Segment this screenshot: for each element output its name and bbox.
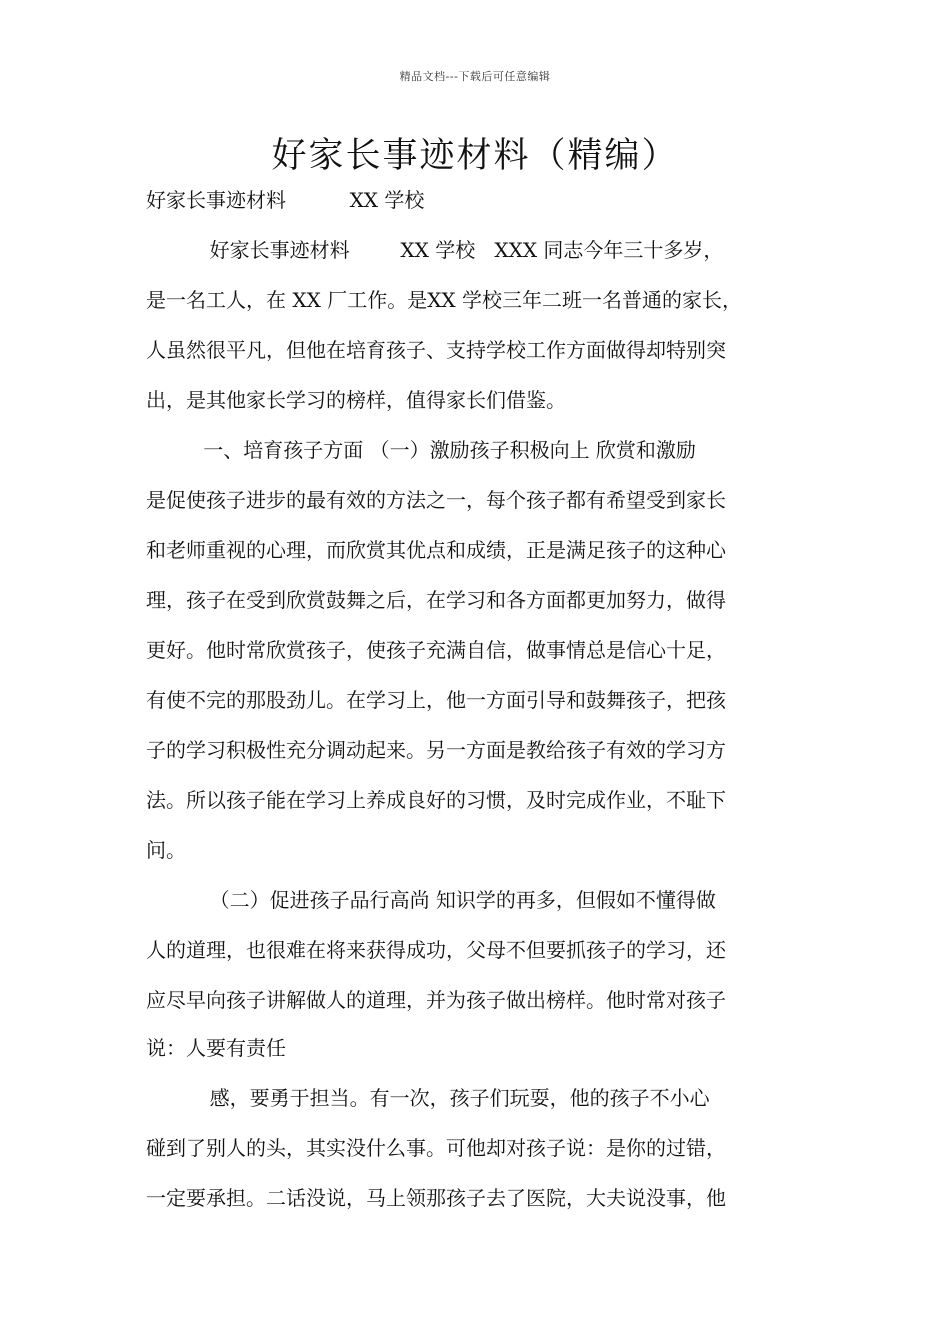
body-line: 出，是其他家长学习的榜样，值得家长们借鉴。 xyxy=(146,388,566,412)
body-line: 人的道理，也很难在将来获得成功，父母不但要抓孩子的学习，还 xyxy=(146,938,726,962)
body-line: 理，孩子在受到欣赏鼓舞之后，在学习和各方面都更加努力，做得 xyxy=(146,588,726,612)
body-line: 碰到了别人的头，其实没什么事。可他却对孩子说：是你的过错， xyxy=(146,1136,726,1160)
body-line: （二）促进孩子品行高尚 知识学的再多，但假如不懂得做 xyxy=(146,888,716,912)
body-line: 一定要承担。二话没说，马上领那孩子去了医院，大夫说没事，他 xyxy=(146,1186,726,1210)
body-line: 法。所以孩子能在学习上养成良好的习惯，及时完成作业，不耻下 xyxy=(146,788,726,812)
body-line: 问。 xyxy=(146,838,186,862)
body-line: 人虽然很平凡，但他在培育孩子、支持学校工作方面做得却特别突 xyxy=(146,338,726,362)
body-line: 感，要勇于担当。有一次，孩子们玩耍，他的孩子不小心 xyxy=(146,1086,710,1110)
header-note: 精品文档---下载后可任意编辑 xyxy=(399,70,551,83)
page-title: 好家长事迹材料（精编） xyxy=(271,136,679,176)
body-line: 一、培育孩子方面 （一）激励孩子积极向上 欣赏和激励 xyxy=(146,438,696,462)
body-line: 有使不完的那股劲儿。在学习上，他一方面引导和鼓舞孩子，把孩 xyxy=(146,688,726,712)
body-line: 是一名工人，在 XX 厂工作。是XX 学校三年二班一名普通的家长， xyxy=(146,288,743,312)
body-line: 更好。他时常欣赏孩子，使孩子充满自信，做事情总是信心十足， xyxy=(146,638,726,662)
body-line: 是促使孩子进步的最有效的方法之一，每个孩子都有希望受到家长 xyxy=(146,488,726,512)
body-line: 应尽早向孩子讲解做人的道理，并为孩子做出榜样。他时常对孩子 xyxy=(146,988,726,1012)
body-line: 好家长事迹材料 XX 学校 XXX 同志今年三十多岁， xyxy=(146,238,724,262)
body-line: 子的学习积极性充分调动起来。另一方面是教给孩子有效的学习方 xyxy=(146,738,726,762)
body-line: 和老师重视的心理，而欣赏其优点和成绩，正是满足孩子的这种心 xyxy=(146,538,726,562)
body-line: 说：人要有责任 xyxy=(146,1036,286,1060)
subtitle-line: 好家长事迹材料 XX 学校 xyxy=(146,188,425,212)
